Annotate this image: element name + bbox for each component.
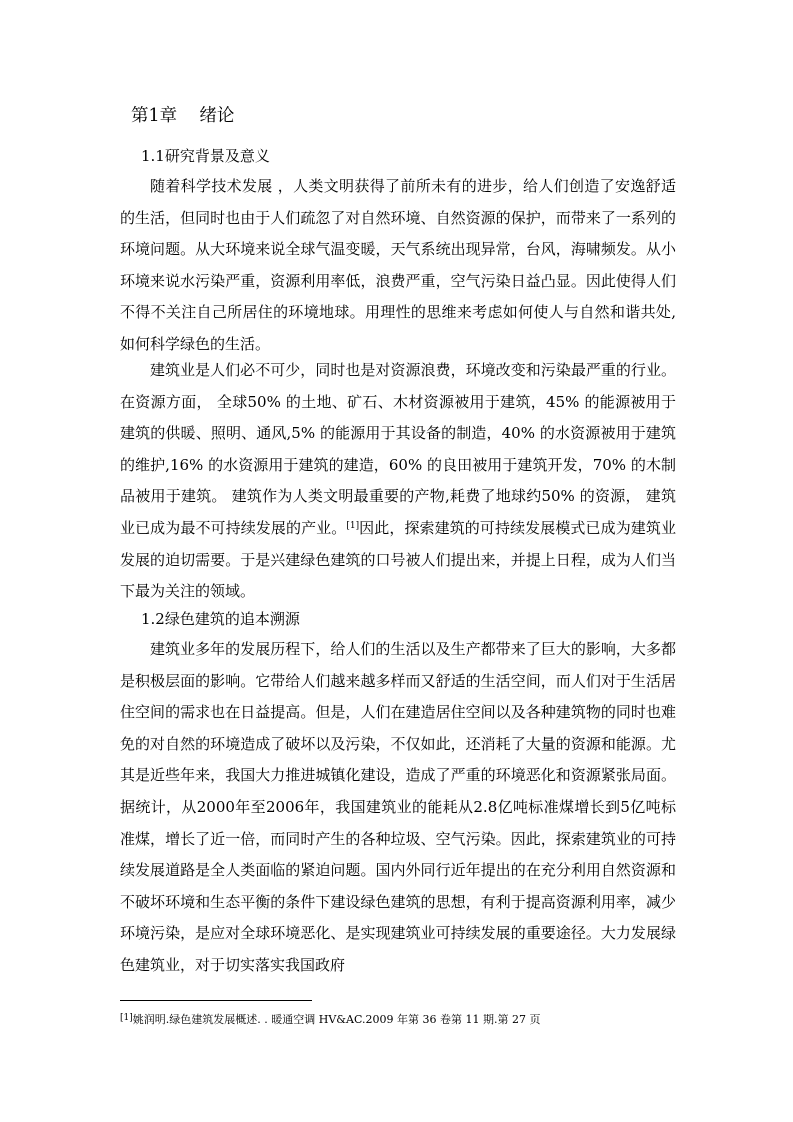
footnote-text: 姚润明.绿色建筑发展概述. . 暖通空调 HV&AC.2009 年第 36 卷第 11 期.第 27 页 bbox=[132, 1013, 541, 1026]
footnote-divider bbox=[120, 1000, 312, 1001]
citation-ref: [1] bbox=[346, 520, 360, 531]
paragraph-2-text-a: 建筑业是人们必不可少，同时也是对资源浪费，环境改变和污染最严重的行业。在资源方面， 全球50% 的土地、矿石、木材资源被用于建筑，45% 的能源被用于建筑的供暖、照明、通风,5% 的能源用于其设备的制造，40% 的水资源被用于建筑的维护,16% 的水资源用于建筑的建造，60% 的良田被用于建筑开发，70% 的木制品被用于建筑。 建筑作为人类文明最重要的产物,耗费了地球约50% 的资源， 建筑业已成为最不可持续发展的产业。 bbox=[120, 361, 676, 537]
footnote bbox=[120, 1012, 540, 1028]
paragraph-1: 随着科学技术发展 ，人类文明获得了前所未有的进步，给人们创造了安逸舒适的生活，但同时也由于人们疏忽了对自然环境、自然资源的保护，而带来了一系列的环境问题。从大环境来说全球气温变暖，天气系统出现异常，台风，海啸频发。从小环境来说水污染严重，资源利用率低，浪费严重，空气污染日益凸显。因此使得人们不得不关注自己所居住的环境地球。用理性的思维来考虑如何使人与自然和谐共处,如何科学绿色的生活。 bbox=[120, 177, 676, 353]
footnote-marker: [1] bbox=[120, 1013, 133, 1023]
section-heading-1-1: 1.1研究背景及意义 bbox=[141, 147, 270, 165]
paragraph-2-text-b: 因此，探索建筑的可持续发展模式已成为建筑业发展的迫切需要。于是兴建绿色建筑的口号被人们提出来，并提上日程，成为人们当下最为关注的领域。 bbox=[120, 518, 676, 601]
chapter-title: 第1章 绪论 bbox=[131, 106, 235, 126]
section-heading-1-2: 1.2绿色建筑的追本溯源 bbox=[141, 610, 300, 628]
paragraph-2 bbox=[120, 355, 676, 608]
paragraph-3: 建筑业多年的发展历程下，给人们的生活以及生产都带来了巨大的影响，大多都是积极层面的影响。它带给人们越来越多样而又舒适的生活空间，而人们对于生活居住空间的需求也在日益提高。但是，人们在建造居住空间以及各种建筑物的同时也难免的对自然的环境造成了破坏以及污染，不仅如此，还消耗了大量的资源和能源。尤其是近些年来，我国大力推进城镇化建设，造成了严重的环境恶化和资源紧张局面。 据统计，从2000年至2006年，我国建筑业的能耗从2.8亿吨标准煤增长到5亿吨标准煤，增长了近一倍，而同时产生的各种垃圾、空气污染。因此，探索建筑业的可持续发展道路是全人类面临的紧迫问题。国内外同行近年提出的在充分利用自然资源和不破坏环境和生态平衡的条件下建设绿色建筑的思想，有利于提高资源利用率，减少环境污染，是应对全球环境恶化、是实现建筑业可持续发展的重要途径。大力发展绿色建筑业，对于切实落实我国政府 bbox=[120, 640, 676, 974]
